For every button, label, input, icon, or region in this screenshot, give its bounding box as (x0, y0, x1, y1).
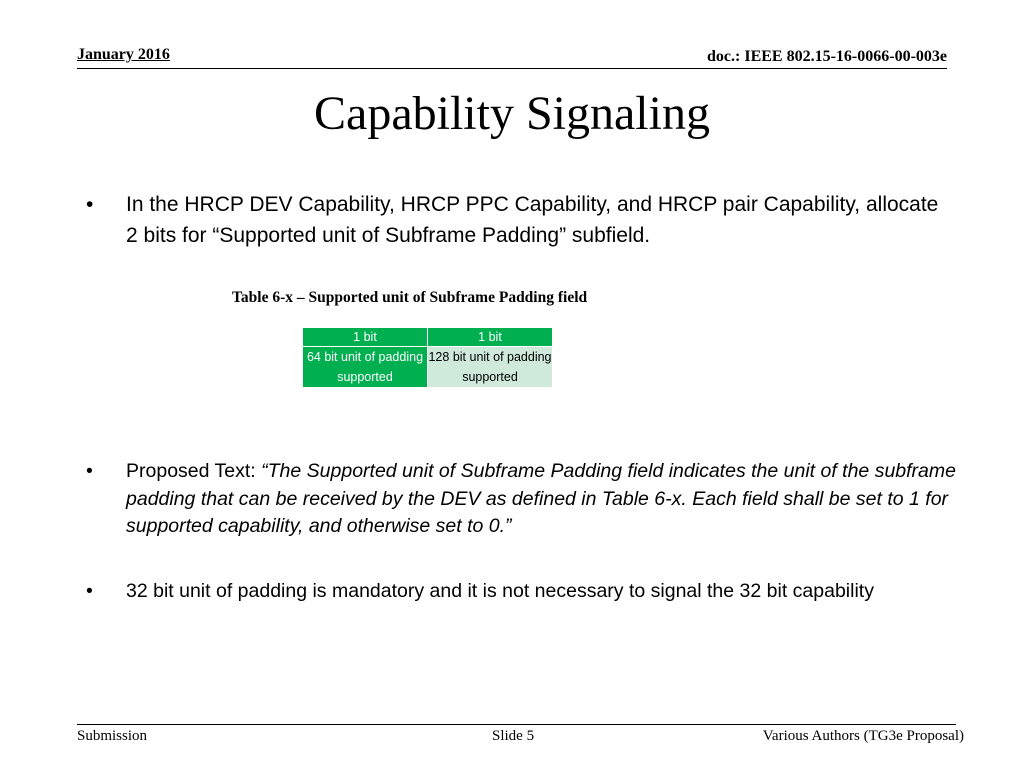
table-cell: 128 bit unit of padding supported (428, 347, 553, 388)
footer-slide-number: Slide 5 (492, 728, 535, 744)
bullet-proposed-text (86, 458, 956, 541)
slide-title: Capability Signaling (314, 87, 710, 140)
header-date: January 2016 (77, 46, 170, 63)
bullet-text (126, 458, 956, 541)
table-cell: 64 bit unit of padding supported (303, 347, 428, 388)
footer-divider (77, 724, 956, 725)
footer-authors: Various Authors (TG3e Proposal) (762, 728, 964, 744)
header-divider (77, 68, 947, 69)
header-doc-id: doc.: IEEE 802.15-16-0066-00-003e (707, 48, 947, 65)
padding-field-table (302, 327, 553, 388)
table-row (303, 347, 553, 388)
table-header-row (303, 328, 553, 347)
table-caption: Table 6-x – Supported unit of Subframe Padding field (232, 289, 588, 306)
table-header-cell: 1 bit (428, 328, 553, 347)
bullet-mandatory-padding (86, 578, 946, 606)
bullet-marker: • (86, 580, 93, 602)
bullet-text: In the HRCP DEV Capability, HRCP PPC Capability, and HRCP pair Capability, allocate 2 bits for “Supported unit of Subframe Padding” subfield. (126, 193, 939, 247)
bullet-marker: • (86, 193, 94, 216)
proposed-text-quote: “The Supported unit of Subframe Padding field indicates the unit of the subframe padding that can be received by the DEV as defined in Table 6-x. Each field shall be set to 1 for supported capability, and otherwise set to 0.” (126, 460, 956, 537)
bullet-allocation (86, 189, 946, 251)
bullet-text: 32 bit unit of padding is mandatory and it is not necessary to signal the 32 bit capability (126, 580, 874, 602)
bullet-marker: • (86, 460, 93, 482)
table-header-cell: 1 bit (303, 328, 428, 347)
proposed-text-label: Proposed Text: (126, 460, 262, 482)
footer-submission: Submission (77, 728, 148, 744)
